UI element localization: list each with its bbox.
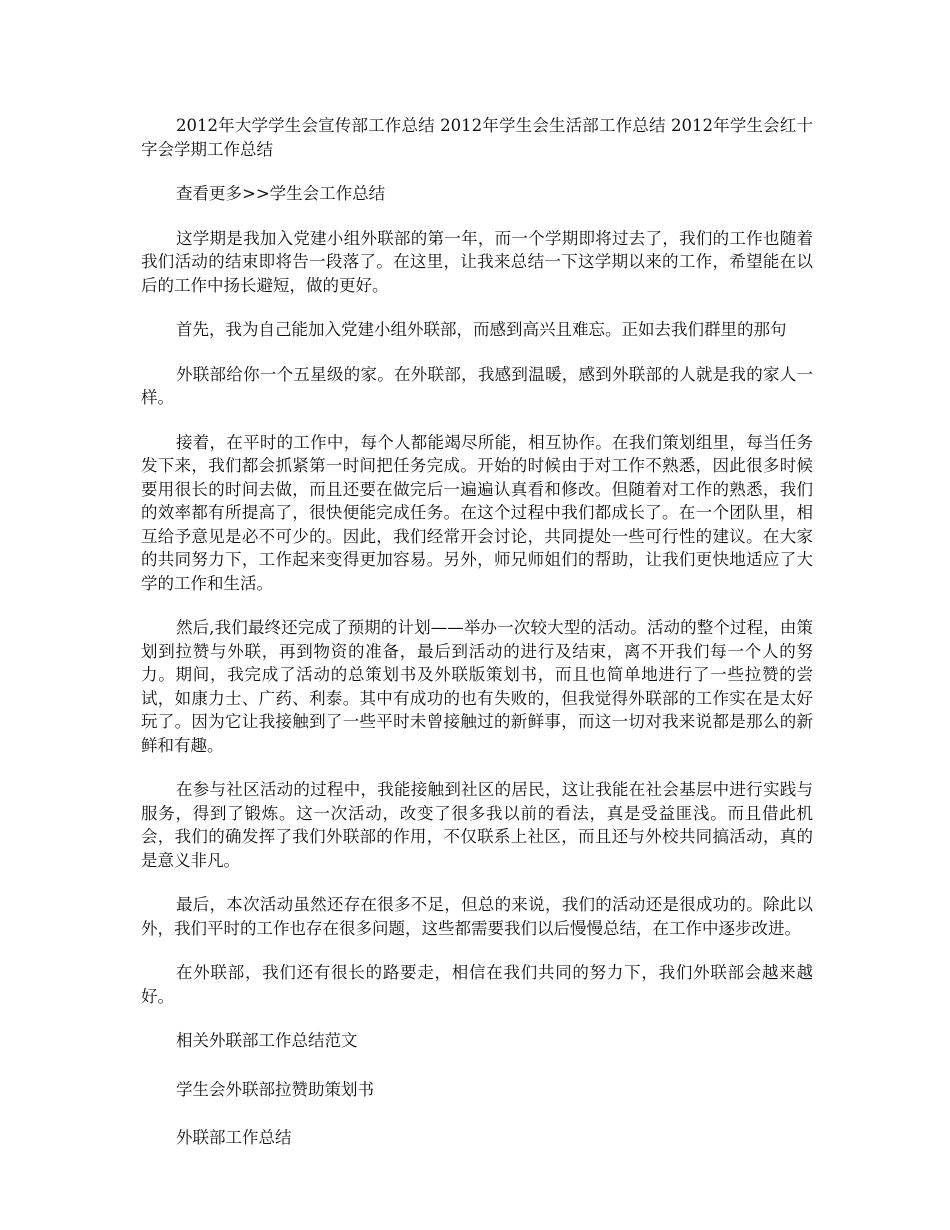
- paragraph-then: 然后,我们最终还完成了预期的计划——举办一次较大型的活动。活动的整个过程，由策划到拉赞与外联，再到物资的准备，最后到活动的进行及结束，离不开我们每一个人的努力。期间，我完成了活动的总策划书及外联版策划书，而且也简单地进行了一些拉赞的尝试，如康力士、广药、利泰。其中有成功的也有失败的，但我觉得外联部的工作实在是太好玩了。因为它让我接触到了一些平时未曾接触过的新鲜事，而这一切对我来说都是那么的新鲜和有趣。: [141, 618, 813, 755]
- header-links[interactable]: 2012年大学学生会宣传部工作总结 2012年学生会生活部工作总结 2012年学生会红十字会学期工作总结: [141, 116, 813, 159]
- paragraph-next: 接着，在平时的工作中，每个人都能竭尽所能，相互协作。在我们策划组里，每当任务发下来，我们都会抓紧第一时间把任务完成。开始的时候由于对工作不熟悉，因此很多时候要用很长的时间去做，而且还要在做完后一遍遍认真看和修改。但随着对工作的熟悉，我们的效率都有所提高了，很快便能完成任务。在这个过程中我们都成长了。在一个团队里，相互给予意见是必不可少的。因此，我们经常开会讨论，共同提处一些可行性的建议。在大家的共同努力下，工作起来变得更加容易。另外，师兄师姐们的帮助，让我们更快地适应了大学的工作和生活。: [141, 432, 813, 593]
- see-more-link[interactable]: 查看更多>>学生会工作总结: [176, 184, 386, 203]
- document-body: [141, 114, 813, 1175]
- paragraph-quote: 外联部给你一个五星级的家。在外联部，我感到温暖，感到外联部的人就是我的家人一样。: [141, 364, 813, 407]
- related-link[interactable]: 学生会外联部拉赞助策划书: [176, 1079, 374, 1099]
- paragraph-community: 在参与社区活动的过程中，我能接触到社区的居民，这让我能在社会基层中进行实践与服务，得到了锻炼。这一次活动，改变了很多我以前的看法，真是受益匪浅。而且借此机会，我们的确发挥了我们外联部的作用，不仅联系上社区，而且还与外校共同搞活动，真的是意义非凡。: [141, 780, 813, 870]
- related-link[interactable]: 外联部工作总结: [176, 1128, 292, 1147]
- paragraph-conclusion: 在外联部，我们还有很长的路要走，相信在我们共同的努力下，我们外联部会越来越好。: [141, 963, 813, 1006]
- paragraph-first: 首先，我为自己能加入党建小组外联部，而感到高兴且难忘。正如去我们群里的那句: [176, 320, 787, 339]
- related-link[interactable]: 相关外联部工作总结范文: [176, 1031, 358, 1050]
- paragraph-finally: 最后，本次活动虽然还存在很多不足，但总的来说，我们的活动还是很成功的。除此以外，我们平时的工作也存在很多问题，这些都需要我们以后慢慢总结，在工作中逐步改进。: [141, 895, 813, 938]
- paragraph-intro: 这学期是我加入党建小组外联部的第一年，而一个学期即将过去了，我们的工作也随着我们活动的结束即将告一段落了。在这里，让我来总结一下这学期以来的工作，希望能在以后的工作中扬长避短，做的更好。: [141, 228, 813, 295]
